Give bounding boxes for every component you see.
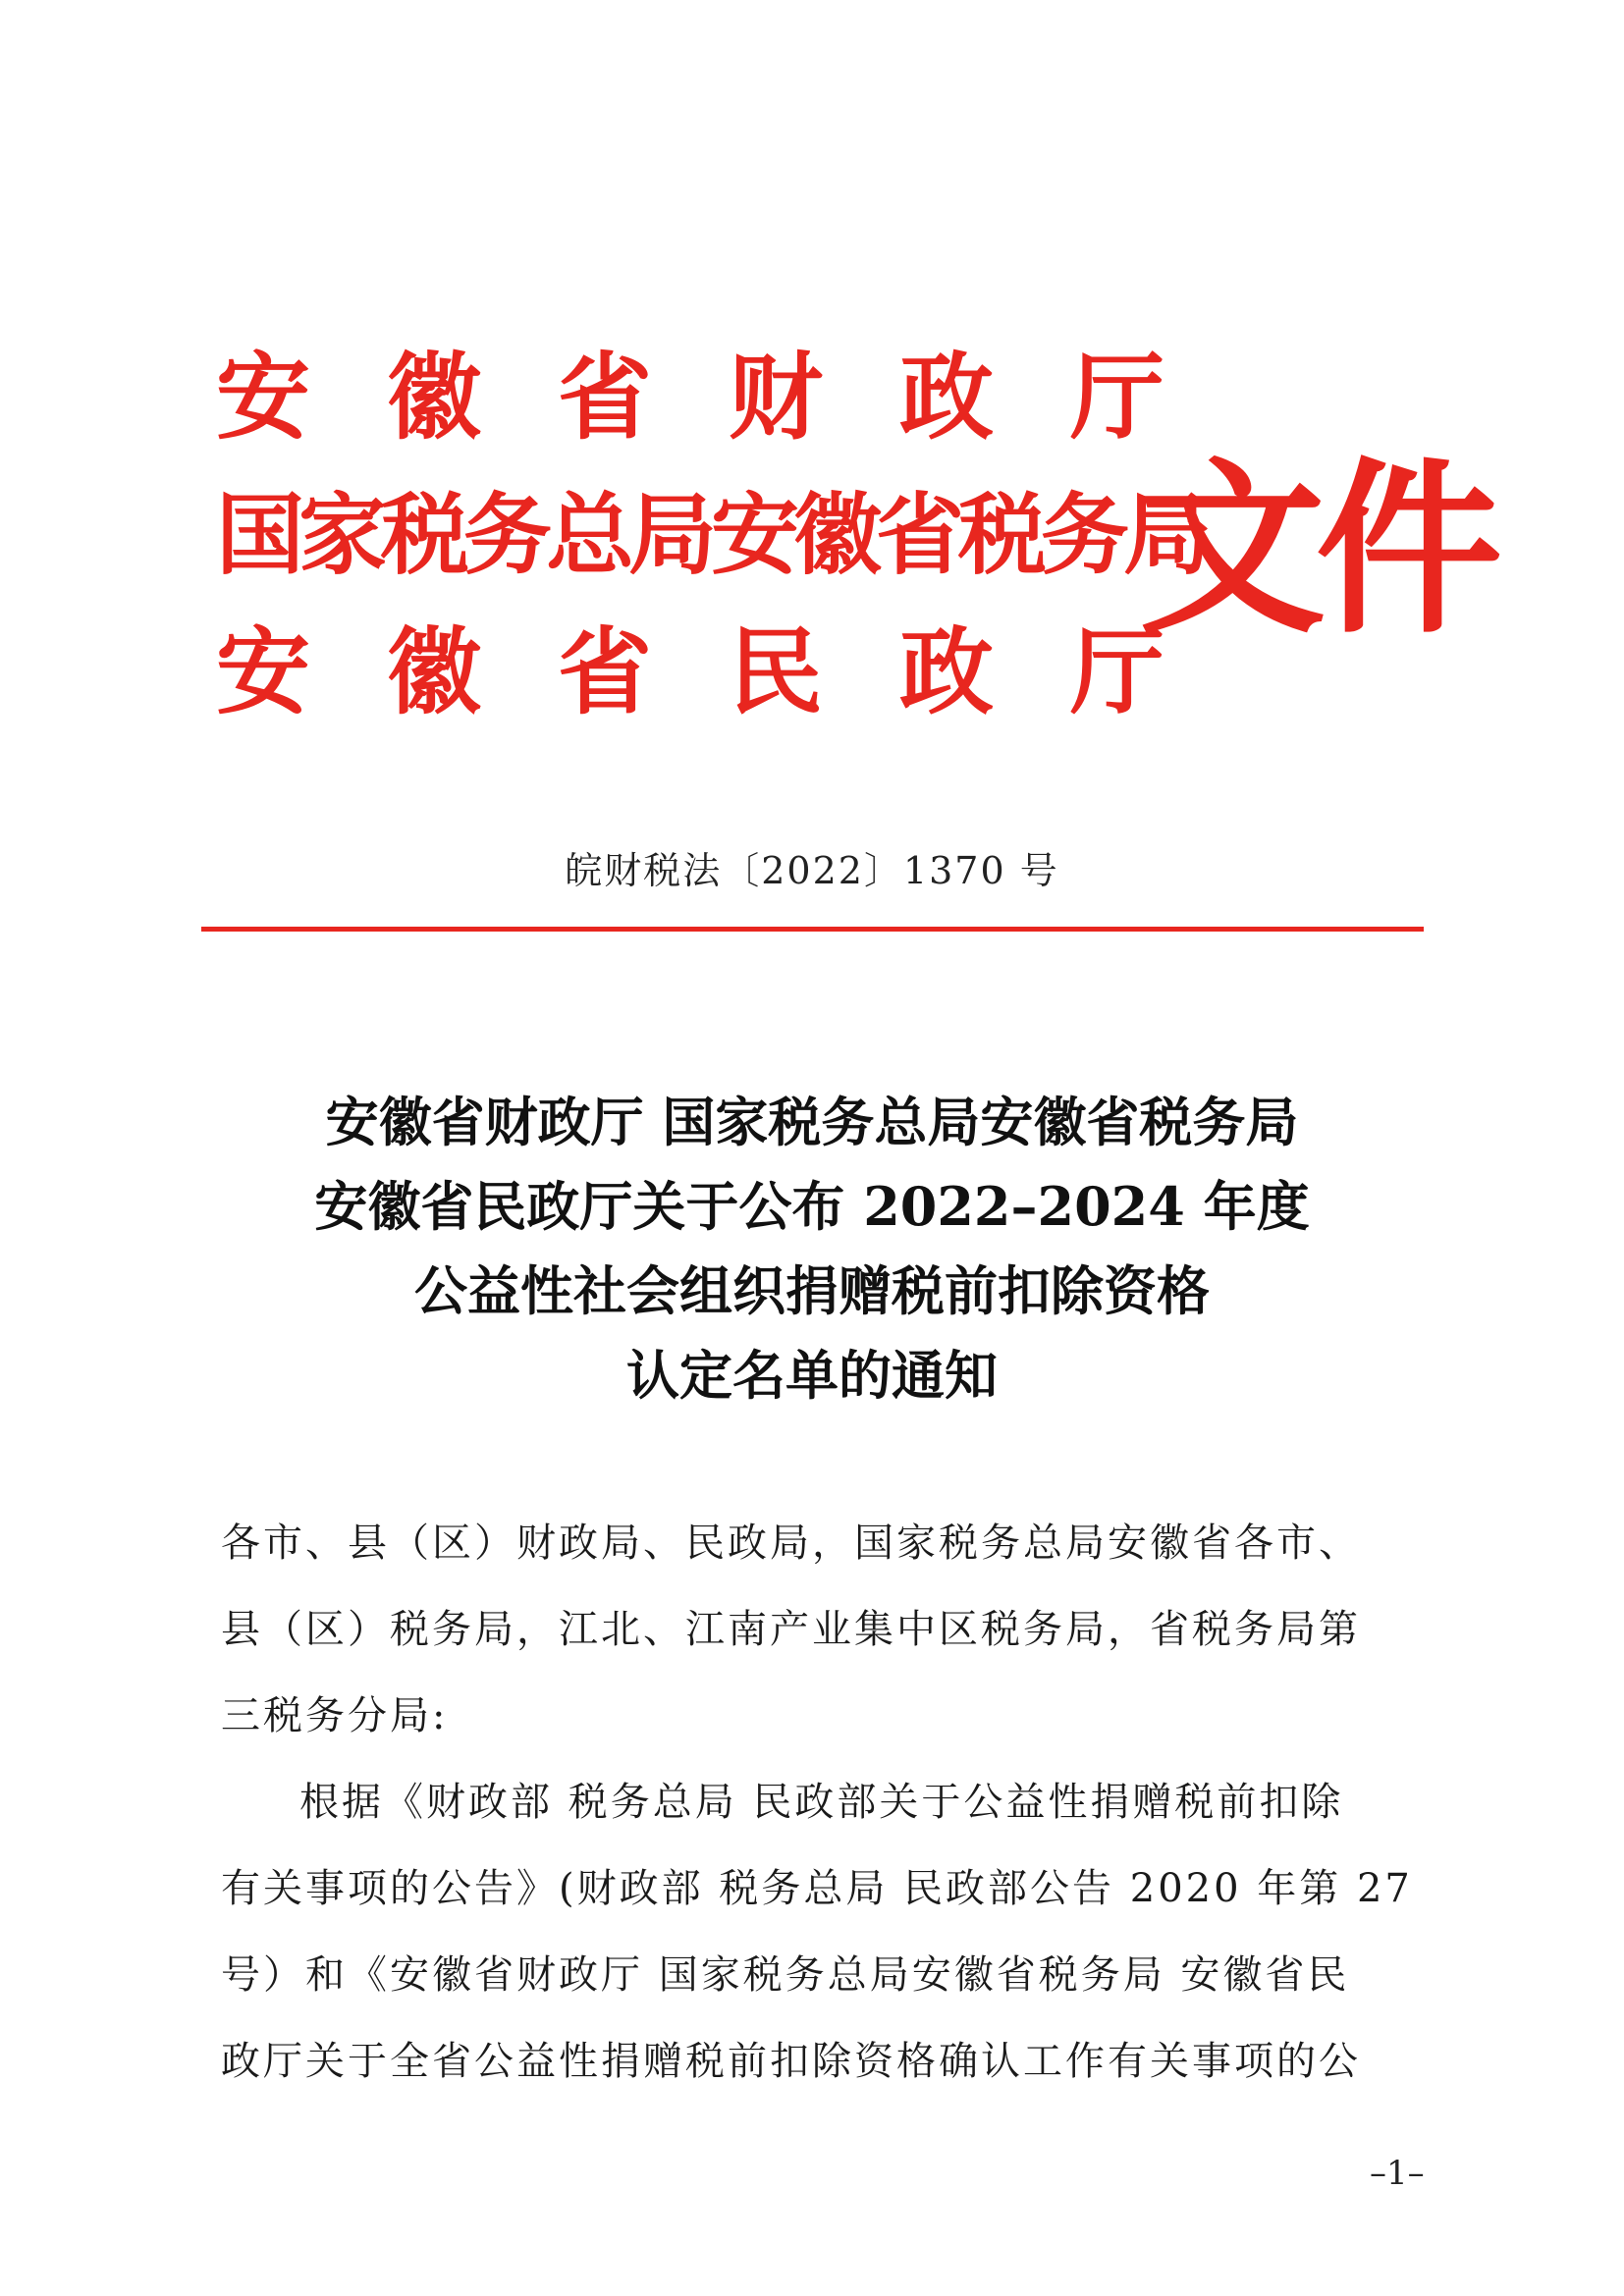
paragraph-line: 根据《财政部 税务总局 民政部关于公益性捐赠税前扣除 (299, 1780, 1344, 1825)
document-body (221, 1500, 1424, 2105)
issuer-finance-department: 安徽省财政厅 (216, 342, 1241, 453)
paragraph-line: 号）和《安徽省财政厅 国家税务总局安徽省税务局 安徽省民 (221, 1952, 1350, 1998)
document-number: 皖财税法〔2022〕1370 号 (565, 849, 1059, 892)
addressee (221, 1500, 1424, 1759)
addressee-line: 县（区）税务局，江北、江南产业集中区税务局，省税务局第 (221, 1607, 1361, 1652)
issuer-tax-bureau: 国家税务总局安徽省税务局 (216, 483, 1206, 587)
title-line: 认定名单的通知 (626, 1344, 998, 1407)
document-title (0, 1080, 1624, 1417)
page-number: –1– (1370, 2154, 1425, 2193)
title-line: 公益性社会组织捐赠税前扣除资格 (414, 1259, 1210, 1322)
paragraph-line: 有关事项的公告》(财政部 税务总局 民政部公告 2020 年第 27 (221, 1866, 1413, 1911)
paragraph-line: 政厅关于全省公益性捐赠税前扣除资格确认工作有关事项的公 (221, 2039, 1361, 2084)
title-line: 安徽省财政厅 国家税务总局安徽省税务局 (325, 1091, 1299, 1153)
document-suffix: 文件 (1139, 440, 1493, 659)
addressee-line: 各市、县（区）财政局、民政局，国家税务总局安徽省各市、 (221, 1521, 1361, 1566)
red-divider (201, 927, 1424, 932)
document-header (216, 324, 1493, 736)
body-paragraph (221, 1759, 1424, 2105)
addressee-line: 三税务分局: (221, 1693, 449, 1738)
issuer-civil-affairs-department: 安徽省民政厅 (216, 616, 1241, 727)
title-line: 安徽省民政厅关于公布 2022–2024 年度 (314, 1175, 1310, 1238)
